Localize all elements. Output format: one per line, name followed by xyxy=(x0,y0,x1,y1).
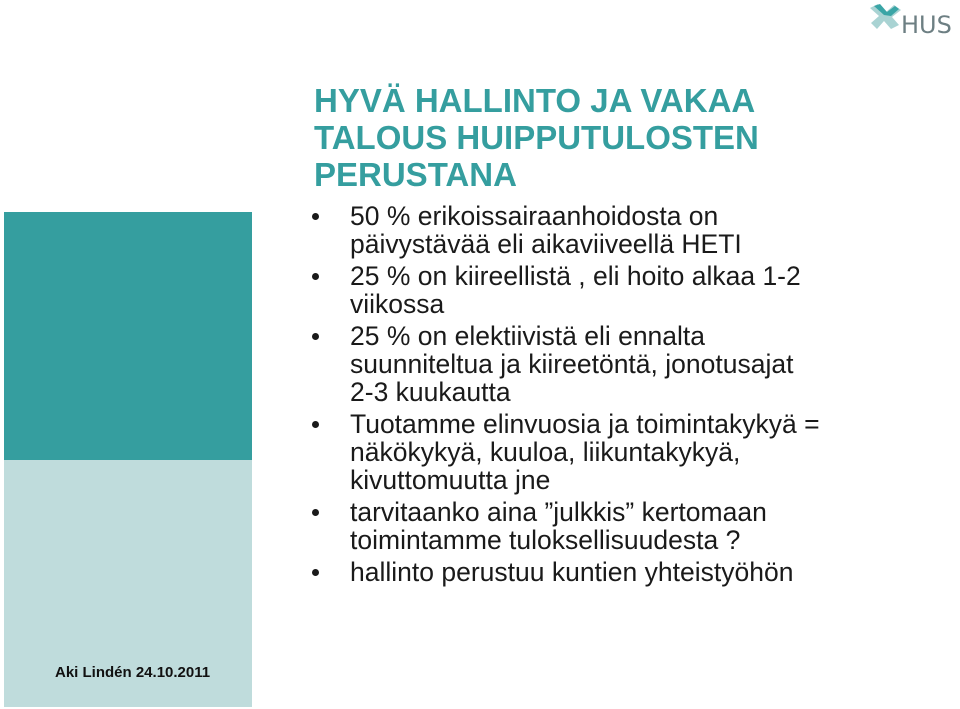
bullet-text: Tuotamme elinvuosia ja toimintakykyä = näkökykyä, kuuloa, liikuntakykyä, kivuttomuutta jne xyxy=(350,409,820,495)
decorative-panel-top xyxy=(4,212,252,460)
bullet-dot-icon xyxy=(312,213,319,220)
bullet-item xyxy=(312,410,952,494)
hus-logo xyxy=(868,2,960,42)
slide-title: HYVÄ HALLINTO JA VAKAA TALOUS HUIPPUTULOSTEN PERUSTANA xyxy=(314,82,759,193)
bullet-dot-icon xyxy=(312,333,319,340)
bullet-dot-icon xyxy=(312,509,319,516)
bullet-item xyxy=(312,262,952,318)
hus-cross-icon xyxy=(868,2,904,32)
bullet-dot-icon xyxy=(312,569,319,576)
bullet-list xyxy=(312,202,952,590)
bullet-text: hallinto perustuu kuntien yhteistyöhön xyxy=(350,557,794,587)
bullet-text: 25 % on elektiivistä eli ennalta suunniteltua ja kiireetöntä, jonotusajat 2-3 kuukautta xyxy=(350,321,794,407)
bullet-item xyxy=(312,322,952,406)
logo-text: HUS xyxy=(901,11,952,39)
bullet-text: 50 % erikoissairaanhoidosta on päivystävää eli aikaviiveellä HETI xyxy=(350,201,742,259)
footer-author-date: Aki Lindén 24.10.2011 xyxy=(55,664,211,681)
bullet-item xyxy=(312,202,952,258)
bullet-text: tarvitaanko aina ”julkkis” kertomaan toimintamme tuloksellisuudesta ? xyxy=(350,497,767,555)
bullet-item xyxy=(312,498,952,554)
bullet-dot-icon xyxy=(312,421,319,428)
bullet-dot-icon xyxy=(312,273,319,280)
bullet-text: 25 % on kiireellistä , eli hoito alkaa 1-2 viikossa xyxy=(350,261,801,319)
bullet-item xyxy=(312,558,952,586)
